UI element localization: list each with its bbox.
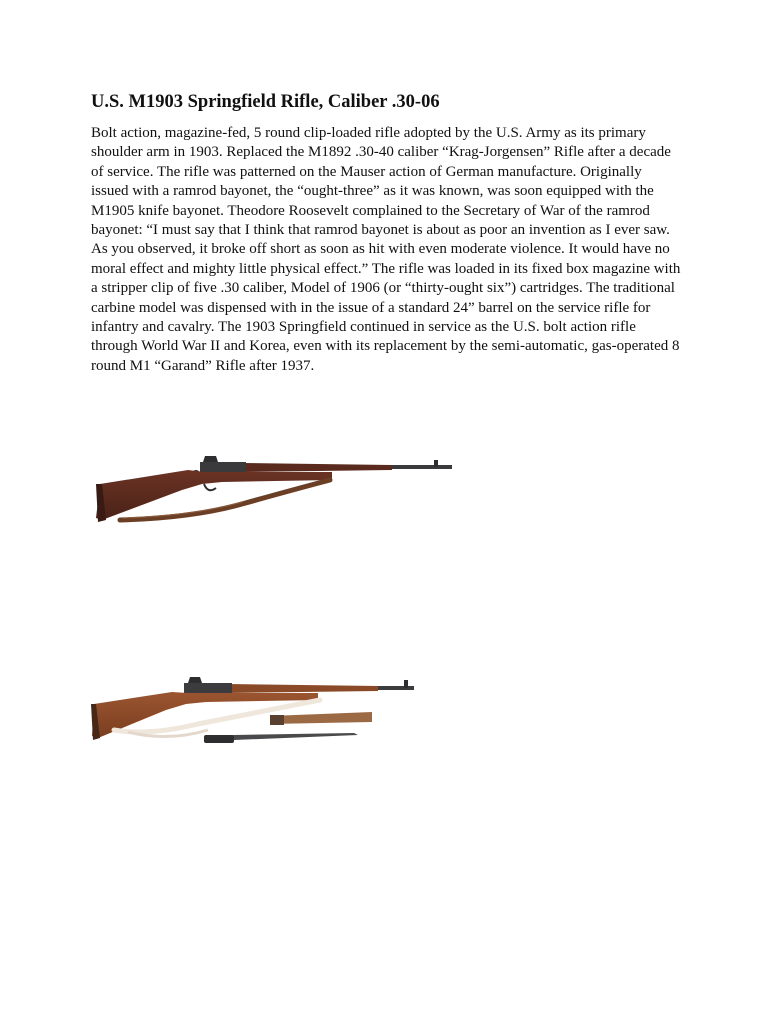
document-body: Bolt action, magazine-fed, 5 round clip-loaded rifle adopted by the U.S. Army as its primary shoulder arm in 1903. Replaced the M1892 .30-40 caliber “Krag-Jorgensen” Rifle after a decade of service. The rifle was patterned on the Mauser action of German manufacture. Originally issued with a ramrod bayonet, the “ought-three” as it was known, was soon equipped with the M1905 knife bayonet. Theodore Roosevelt complained to the Secretary of War of the ramrod bayonet: “I must say that I think that ramrod bayonet is about as poor an invention as I ever saw. As you observed, it broke off short as soon as hit with even moderate violence. It would have no moral effect and mighty little physical effect.” The rifle was loaded in its fixed box magazine with a stripper clip of five .30 caliber, Model of 1906 (or “thirty-ought six”) cartridges. The traditional carbine model was dispensed with in the issue of a standard 24” barrel on the service rifle for infantry and cavalry. The 1903 Springfield continued in service as the U.S. bolt action rifle through World War II and Korea, even with its replacement by the semi-automatic, gas-operated 8 round M1 “Garand” Rifle after 1937. (91, 125, 681, 374)
scabbard (270, 712, 372, 724)
receiver (184, 683, 232, 693)
front-sight (404, 680, 408, 688)
document-title: U.S. M1903 Springfield Rifle, Caliber .30-06 (91, 92, 440, 112)
rear-sight (203, 456, 218, 462)
bayonet-grip (204, 735, 234, 743)
rear-sight (188, 677, 202, 683)
receiver (200, 462, 246, 472)
front-sight (434, 460, 438, 467)
handguard (228, 684, 378, 693)
rifle-photo-with-bayonet (88, 672, 418, 754)
trigger-guard (204, 484, 216, 490)
rifle-photo-leather-sling (92, 448, 454, 530)
handguard (242, 463, 392, 472)
